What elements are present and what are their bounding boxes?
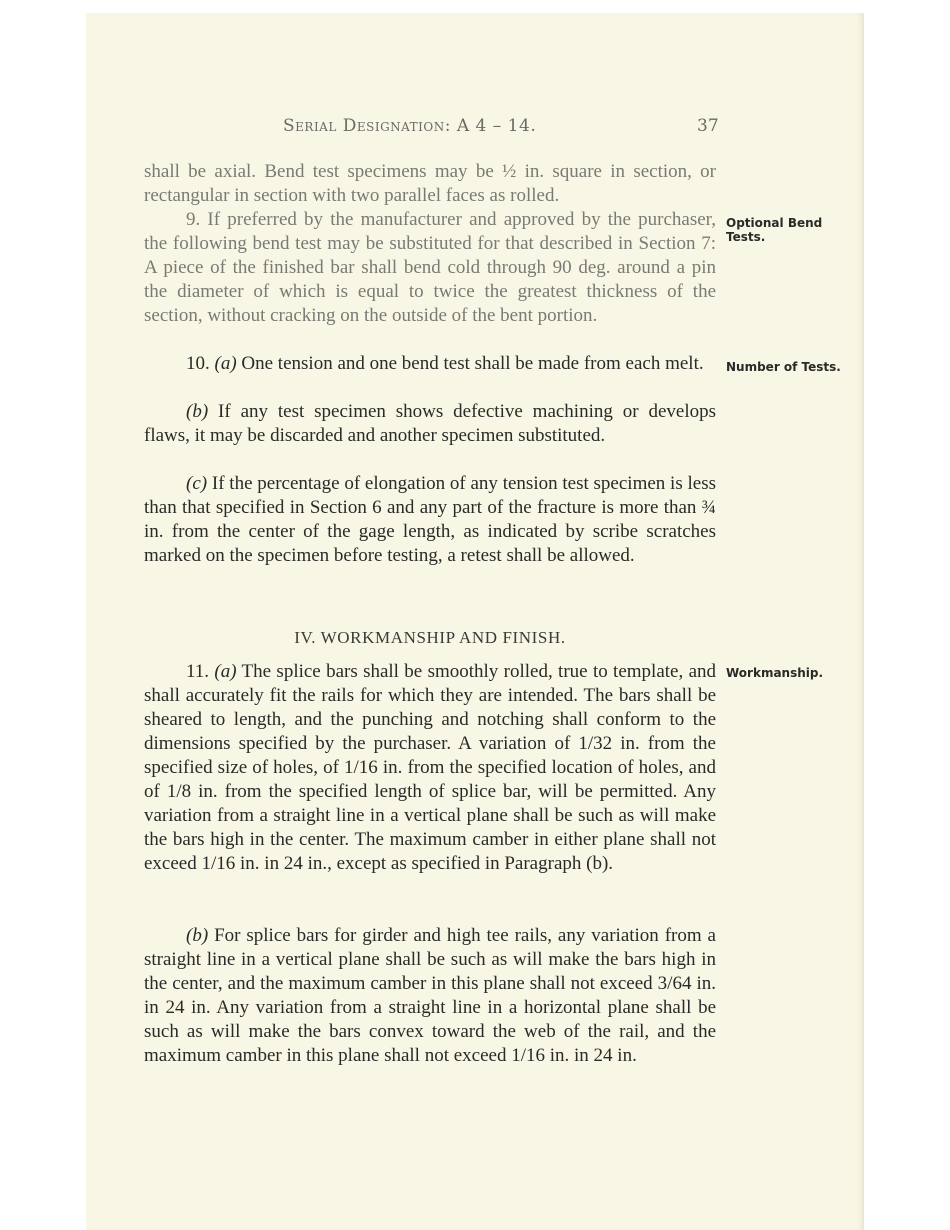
clause-text: If any test specimen shows defective machining or develops flaws, it may be discarded and another specimen substituted. — [144, 401, 716, 446]
paragraph-10b — [144, 400, 716, 448]
paragraph-10c — [144, 472, 716, 568]
running-header: Serial Designation: A 4 – 14. — [283, 116, 537, 136]
paragraph-9: 9. If preferred by the manufacturer and approved by the purchaser, the following bend test may be substituted for that described in Section 7: A piece of the finished bar shall bend cold through 90 deg. around a pin the diameter of which is equal to twice the greatest thickness of the section, without cracking on the outside of the bent portion. — [144, 209, 716, 326]
clause-label: (b) — [186, 401, 209, 422]
margin-note-workmanship: Workmanship. — [726, 666, 824, 680]
clause-label: (a) — [214, 661, 237, 682]
clause-text: One tension and one bend test shall be made from each melt. — [236, 353, 704, 374]
paragraph-10a — [144, 352, 716, 376]
clause-label: (c) — [186, 473, 208, 494]
margin-note-number-of-tests: Number of Tests. — [726, 360, 841, 374]
clause-text: If the percentage of elongation of any tension test specimen is less than that specified in Section 6 and any part of the fracture is more than ¾ in. from the center of the gage length, as indicated by scribe scratches marked on the specimen before testing, a retest shall be allowed. — [144, 473, 716, 566]
section-heading: IV. WORKMANSHIP AND FINISH. — [294, 628, 566, 647]
paragraph-11b — [144, 924, 716, 1068]
paragraph-11a — [144, 660, 716, 876]
margin-note-optional-bend: Optional Bend Tests. — [726, 216, 823, 244]
clause-number: 10. — [186, 353, 215, 374]
paragraph-axial: shall be axial. Bend test specimens may be ½ in. square in section, or rectangular in section with two parallel faces as rolled. — [144, 161, 716, 206]
clause-text: The splice bars shall be smoothly rolled, true to template, and shall accurately fit the rails for which they are intended. The bars shall be sheared to length, and the punching and notching shall conform to the dimensions specified by the purchaser. A variation of 1/32 in. from the specified size of holes, of 1/16 in. from the specified location of holes, and of 1/8 in. from the specified length of splice bar, will be permitted. Any variation from a straight line in a vertical plane shall be such as will make the bars high in the center. The maximum camber in either plane shall not exceed 1/16 in. in 24 in., except as specified in Paragraph (b). — [144, 661, 716, 874]
clause-number: 11. — [186, 661, 215, 682]
clause-label: (b) — [186, 925, 209, 946]
clause-label: (a) — [214, 353, 237, 374]
clause-text: For splice bars for girder and high tee rails, any variation from a straight line in a vertical plane shall be such as will make the bars high in the center, and the maximum camber in this plane shall not exceed 3/64 in. in 24 in. Any variation from a straight line in a horizontal plane shall be such as will make the bars convex toward the web of the rail, and the maximum camber in this plane shall not exceed 1/16 in. in 24 in. — [144, 925, 716, 1066]
page-number: 37 — [697, 116, 719, 136]
